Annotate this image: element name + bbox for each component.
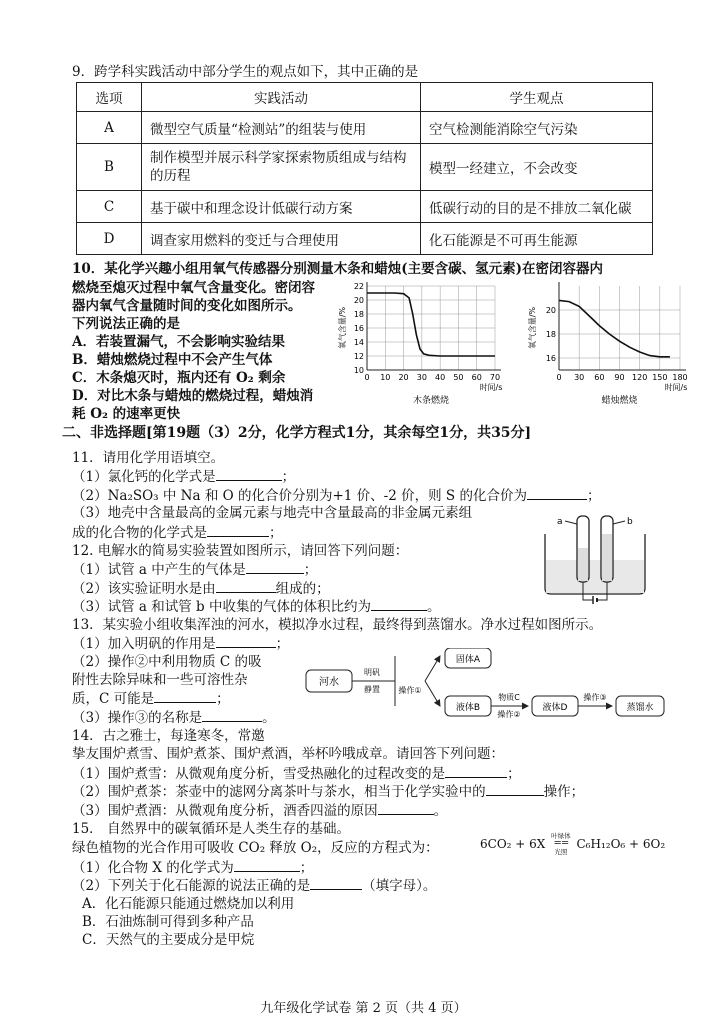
series-line <box>367 293 495 356</box>
node-liquid-d-label: 液体D <box>542 703 568 713</box>
q14-part2 <box>72 783 584 801</box>
q10-option-b: B．蜡烛燃烧过程中不会产生气体 <box>72 352 273 368</box>
q14-part1-text: （1）围炉煮雪：从微观角度分析，雪受热融化的过程改变的是 <box>72 766 446 782</box>
table-cell: 微型空气质量“检测站”的组装与使用 <box>142 112 421 144</box>
answer-blank[interactable] <box>216 468 282 481</box>
table-header: 选项 <box>77 83 142 112</box>
table-cell: 化石能源是不可再生能源 <box>421 223 653 255</box>
answer-blank[interactable] <box>445 765 507 778</box>
q11-part3-cont <box>72 524 283 542</box>
alum-label: 明矾 <box>364 668 380 677</box>
table-row <box>77 191 653 223</box>
answer-blank[interactable] <box>527 487 587 500</box>
q11-part2 <box>72 487 600 505</box>
x-tick-label: 150 <box>652 373 668 382</box>
answer-blank[interactable] <box>234 859 300 872</box>
q10-stem-3: 器内氧气含量随时间的变化如图所示。 <box>72 298 302 314</box>
punct: ； <box>281 469 296 485</box>
q13-part1 <box>72 635 289 653</box>
punct: ； <box>507 766 521 782</box>
label-a: a <box>557 517 563 527</box>
q14-part1 <box>72 765 521 783</box>
q12-part2 <box>72 580 330 598</box>
answer-blank[interactable] <box>216 580 276 593</box>
electrolysis-apparatus-diagram <box>535 508 655 608</box>
op1-label: 操作① <box>398 686 422 695</box>
table-cell: 模型一经建立，不会改变 <box>421 144 653 191</box>
answer-blank[interactable] <box>310 877 362 890</box>
q14-part3-text: （3）围炉煮酒：从微观角度分析，酒香四溢的原因 <box>72 803 378 819</box>
op2-label: 操作② <box>497 710 521 719</box>
punct: ； <box>269 525 283 541</box>
equation-products: C₆H₁₂O₆ + 6O₂ <box>576 837 666 851</box>
q11-part2-text: （2）Na₂SO₃ 中 Na 和 O 的化合价分别为+1 价、-2 价，则 S 的化合价为 <box>72 488 527 504</box>
answer-blank[interactable] <box>378 802 434 815</box>
table-row <box>77 223 653 255</box>
table-cell: B <box>77 144 142 191</box>
x-tick-label: 0 <box>556 373 562 382</box>
q12-part2-text: （2）该实验证明水是由 <box>72 581 216 597</box>
q15-part2-text: （2）下列关于化石能源的说法正确的是 <box>72 878 311 894</box>
q13-part3 <box>72 709 276 727</box>
x-tick-label: 60 <box>594 373 605 382</box>
table-cell: 基于碳中和理念设计低碳行动方案 <box>142 191 421 223</box>
candle-burning-chart <box>525 278 695 408</box>
punct: ； <box>299 860 314 876</box>
answer-blank[interactable] <box>246 561 304 574</box>
q13-stem: 13．某实验小组收集浑浊的河水，模拟净水过程，最终得到蒸馏水。净水过程如图所示。 <box>72 617 603 633</box>
q13-part2-cont <box>72 690 230 708</box>
punct: 。 <box>426 599 441 615</box>
liquid-in-tube-b <box>602 534 612 581</box>
q12-part1 <box>72 561 317 579</box>
series-line <box>559 300 670 356</box>
q14-part2-text: （2）围炉煮茶：茶壶中的滤网分离茶叶与茶水，相当于化学实验中的 <box>72 784 486 800</box>
flow-arrow <box>425 656 440 681</box>
photosynthesis-equation <box>480 832 665 856</box>
q15-stem: 15． 自然界中的碳氧循环是人类生存的基础。 <box>72 821 350 837</box>
y-tick-label: 22 <box>353 282 364 291</box>
q14-stem-2: 挚友围炉煮雪、围炉煮茶、围炉煮酒，举杯吟哦成章。请回答下列问题： <box>72 746 504 762</box>
q10-option-d-cont: 耗 O₂ 的速率更快 <box>72 406 181 422</box>
y-tick-label: 16 <box>545 354 556 363</box>
q12-stem: 12. 电解水的简易实验装置如图所示，请回答下列问题： <box>72 543 409 559</box>
q13-part2-text: 质，C 可能是 <box>72 691 155 707</box>
leader-line-b <box>613 521 625 524</box>
equals-sign: == <box>553 838 569 849</box>
q15-part2 <box>72 877 436 895</box>
settle-label: 静置 <box>364 685 380 694</box>
q11-stem: 11．请用化学用语填空。 <box>72 450 225 466</box>
node-river-water-label: 河水 <box>319 677 339 688</box>
y-axis-label: 氧气含量/% <box>528 306 537 350</box>
q9-stem: 9．跨学科实践活动中部分学生的观点如下，其中正确的是 <box>72 64 419 80</box>
table-cell: 空气检测能消除空气污染 <box>421 112 653 144</box>
y-tick-label: 10 <box>353 366 364 375</box>
q10-option-d: D．对比木条与蜡烛的燃烧过程，蜡烛消 <box>72 388 314 404</box>
answer-blank[interactable] <box>154 690 216 703</box>
table-cell: 制作模型并展示科学家探索物质组成与结构的历程 <box>142 144 421 191</box>
y-tick-label: 12 <box>353 352 364 361</box>
x-tick-label: 90 <box>614 373 625 382</box>
y-tick-label: 18 <box>545 330 556 339</box>
q14-part2-tail: 操作； <box>543 784 585 800</box>
q11-part1 <box>72 468 295 486</box>
q15-intro: 绿色植物的光合作用可吸收 CO₂ 释放 O₂，反应的方程式为： <box>72 840 439 856</box>
q15-part1 <box>72 859 313 877</box>
q11-part3-text: 成的化合物的化学式是 <box>72 525 207 541</box>
answer-blank[interactable] <box>216 635 276 648</box>
punct: 。 <box>433 803 448 819</box>
chart-title: 蜡烛燃烧 <box>601 396 638 406</box>
punct: ； <box>303 562 318 578</box>
table-row <box>77 112 653 144</box>
q14-part3 <box>72 802 447 820</box>
label-b: b <box>627 517 633 527</box>
flow-arrow <box>425 681 440 706</box>
q11-part1-text: （1）氯化钙的化学式是 <box>72 469 216 485</box>
q13-part3-text: （3）操作③的名称是 <box>72 710 203 726</box>
x-axis-label: 时间/s <box>664 383 688 392</box>
condition-top: 叶绿体 <box>551 832 571 840</box>
x-tick-label: 30 <box>574 373 585 382</box>
condition-bottom: 光照 <box>554 848 568 856</box>
x-tick-label: 180 <box>672 373 688 382</box>
table-cell: D <box>77 223 142 255</box>
page-footer: 九年级化学试卷 第 2 页（共 4 页） <box>260 1001 467 1016</box>
q15-part1-text: （1）化合物 X 的化学式为 <box>72 860 234 876</box>
wood-burning-chart <box>335 278 510 408</box>
q13-part2: （2）操作②中利用物质 C 的吸 <box>72 654 262 670</box>
water-purification-flow <box>300 648 670 738</box>
y-axis-label: 氧气含量/% <box>338 306 347 350</box>
q15-option-a: A．化石能源只能通过燃烧加以利用 <box>82 896 295 912</box>
table-header: 实践活动 <box>142 83 421 112</box>
q12-part3 <box>72 598 440 616</box>
q9-options-table <box>76 82 653 255</box>
part2-title: 二、非选择题[第19题（3）2分，化学方程式1分，其余每空1分，共35分] <box>62 425 532 441</box>
q15-option-c: C．天然气的主要成分是甲烷 <box>82 932 255 948</box>
x-tick-label: 70 <box>489 373 501 382</box>
answer-blank[interactable] <box>207 524 269 537</box>
y-tick-label: 14 <box>353 338 364 347</box>
chart-title: 木条燃烧 <box>412 396 450 406</box>
node-distilled-water-label: 蒸馏水 <box>626 703 654 713</box>
table-cell: 低碳行动的目的是不排放二氧化碳 <box>421 191 653 223</box>
water <box>546 560 644 593</box>
table-cell: 调查家用燃料的变迁与合理使用 <box>142 223 421 255</box>
y-tick-label: 18 <box>353 310 364 319</box>
q15-part2-tail: （填字母）。 <box>362 878 437 894</box>
table-header: 学生观点 <box>421 83 653 112</box>
node-liquid-b-label: 液体B <box>455 703 481 713</box>
q10-stem: 10．某化学兴趣小组用氧气传感器分别测量木条和蜡烛(主要含碳、氢元素)在密闭容器内 <box>72 261 604 277</box>
q10-prompt: 下列说法正确的是 <box>72 316 180 332</box>
y-tick-label: 16 <box>353 324 364 333</box>
table-cell: A <box>77 112 142 144</box>
punct: 。 <box>262 710 276 726</box>
answer-blank[interactable] <box>202 709 262 722</box>
answer-blank[interactable] <box>486 783 544 796</box>
punct: ； <box>216 691 230 707</box>
q12-part1-text: （1）试管 a 中产生的气体是 <box>72 562 246 578</box>
q13-part2-cont: 附性去除异味和一些可溶性杂 <box>72 672 248 688</box>
x-tick-label: 50 <box>453 373 464 382</box>
q10-option-c: C．木条熄灭时，瓶内还有 O₂ 剩余 <box>72 370 286 386</box>
q15-option-b: B．石油炼制可得到多种产品 <box>82 914 254 930</box>
answer-blank[interactable] <box>371 598 427 611</box>
equation-condition <box>551 832 571 856</box>
q12-part2-tail: 组成的； <box>275 581 330 597</box>
x-axis-label: 时间/s <box>479 383 503 392</box>
equation-reactants: 6CO₂ + 6X <box>480 837 546 851</box>
table-cell: C <box>77 191 142 223</box>
q11-part3: （3）地壳中含量最高的金属元素与地壳中含量最高的非金属元素组 <box>72 505 473 521</box>
op3-label: 操作③ <box>583 693 607 702</box>
y-tick-label: 20 <box>353 296 364 305</box>
table-row <box>77 144 653 191</box>
mat-c-label: 物质C <box>498 693 520 702</box>
punct: ； <box>275 636 290 652</box>
q10-option-a: A．若装置漏气，不会影响实验结果 <box>72 334 285 350</box>
x-tick-label: 40 <box>435 373 446 382</box>
punct: ； <box>586 488 601 504</box>
node-solid-a-label: 固体A <box>455 655 481 665</box>
leader-line-a <box>565 521 577 524</box>
q10-stem-2: 燃烧至熄灭过程中氧气含量变化。密闭容 <box>72 280 315 296</box>
x-tick-label: 120 <box>632 373 648 382</box>
x-tick-label: 20 <box>398 373 409 382</box>
x-tick-label: 60 <box>471 373 482 382</box>
x-tick-label: 0 <box>364 373 370 382</box>
x-tick-label: 10 <box>380 373 391 382</box>
q13-part1-text: （1）加入明矾的作用是 <box>72 636 216 652</box>
q14-stem: 14．古之雅士，每逢寒冬，常邀 <box>72 728 265 744</box>
x-tick-label: 30 <box>416 373 427 382</box>
y-tick-label: 20 <box>545 306 556 315</box>
q12-part3-text: （3）试管 a 和试管 b 中收集的气体的体积比约为 <box>72 599 371 615</box>
liquid-in-tube-a <box>578 548 588 581</box>
